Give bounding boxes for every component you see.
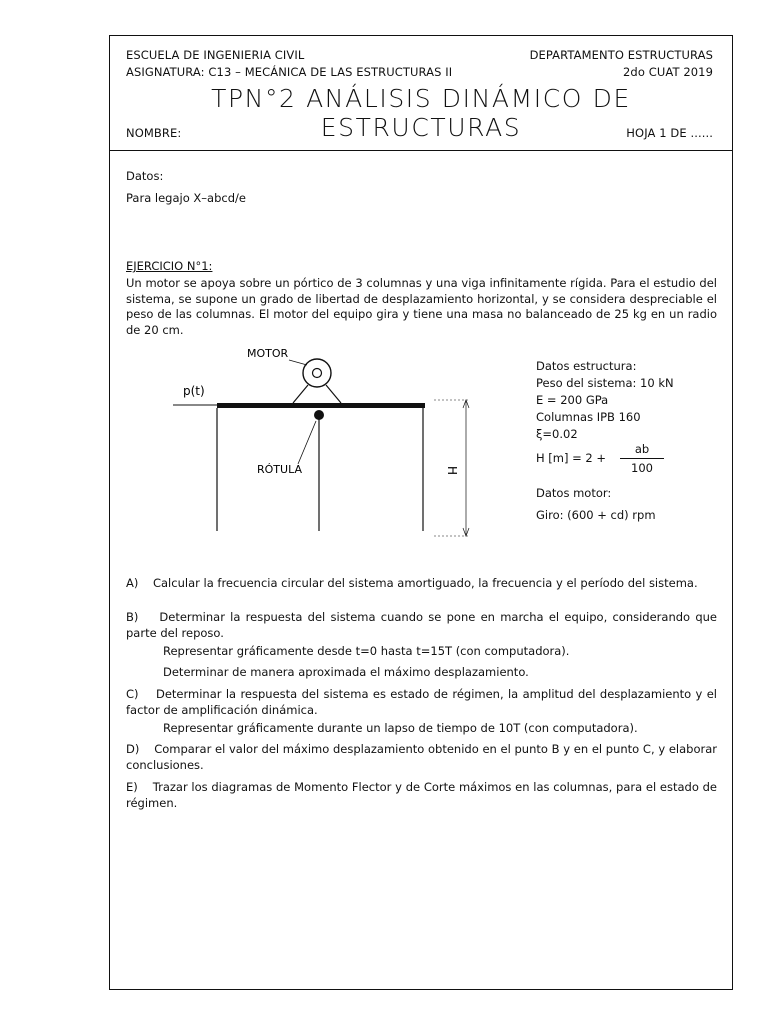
rigid-beam — [217, 403, 425, 408]
school-name: ESCUELA DE INGENIERIA CIVIL — [126, 48, 305, 62]
legajo-text: Para legajo X–abcd/e — [126, 191, 246, 205]
structure-data-heading: Datos estructura: — [536, 359, 637, 373]
hinge-icon — [314, 410, 324, 420]
subject-name: ASIGNATURA: C13 – MECÁNICA DE LAS ESTRUCTURAS II — [126, 65, 453, 79]
height-formula-numerator: ab — [634, 442, 650, 456]
exercise-intro: Un motor se apoya sobre un pórtico de 3 columnas y una viga infinitamente rígida. Para el estudio del sistema, se supone un grado de libertad de desplazamiento horizontal, y se considera despreciable el peso de las columnas. El motor del equipo gira y tiene una masa no balanceado de 25 kg en un radio de 20 cm. — [126, 276, 717, 337]
sheet-number: HOJA 1 DE ...... — [626, 126, 713, 140]
item-d — [126, 742, 717, 773]
item-d-text: Comparar el valor del máximo desplazamiento obtenido en el punto B y en el punto C, y elaborar conclusiones. — [126, 742, 717, 772]
load-label: p(t) — [183, 384, 205, 398]
height-dimension — [430, 396, 480, 546]
item-e-label: E) — [126, 780, 138, 794]
item-d-label: D) — [126, 742, 140, 756]
elastic-modulus: E = 200 GPa — [536, 393, 609, 407]
item-e — [126, 780, 717, 811]
exercise-heading: EJERCICIO N°1: — [126, 259, 213, 273]
item-e-text: Trazar los diagramas de Momento Flector y de Corte máximos en las columnas, para el estado de régimen. — [126, 780, 717, 810]
damping-ratio: ξ=0.02 — [536, 427, 578, 441]
item-a-text: Calcular la frecuencia circular del sistema amortiguado, la frecuencia y el período del sistema. — [152, 576, 698, 590]
page-title: TPN°2 ANÁLISIS DINÁMICO DE ESTRUCTURAS — [211, 84, 631, 142]
item-c-text: Determinar la respuesta del sistema es estado de régimen, la amplitud del desplazamiento y el factor de amplificación dinámica. — [126, 687, 717, 717]
item-b-label: B) — [126, 610, 139, 624]
item-b-text: Determinar la respuesta del sistema cuando se pone en marcha el equipo, considerando que parte del reposo. — [126, 610, 718, 640]
name-label: NOMBRE: — [126, 126, 182, 140]
hinge-label: RÓTULA — [257, 463, 302, 476]
system-weight: Peso del sistema: 10 kN — [536, 376, 674, 390]
fraction-bar — [620, 458, 664, 459]
motor-speed: Giro: (600 + cd) rpm — [536, 508, 656, 522]
item-c-label: C) — [126, 687, 139, 701]
item-a-label: A) — [126, 576, 139, 590]
column-profile: Columnas IPB 160 — [536, 410, 641, 424]
term: 2do CUAT 2019 — [623, 65, 713, 79]
item-b-sub1: Representar gráficamente desde t=0 hasta t=15T (con computadora). — [163, 644, 570, 658]
height-formula: H [m] = 2 + — [536, 451, 607, 465]
department-name: DEPARTAMENTO ESTRUCTURAS — [529, 48, 713, 62]
sheet-header — [110, 36, 732, 151]
height-label: H — [445, 466, 459, 476]
item-b — [126, 610, 717, 641]
item-c-sub1: Representar gráficamente durante un lapso de tiempo de 10T (con computadora). — [163, 721, 638, 735]
datos-heading: Datos: — [126, 169, 164, 183]
item-a — [126, 576, 717, 592]
motor-label: MOTOR — [247, 347, 289, 360]
height-formula-denominator: 100 — [631, 461, 653, 475]
item-b-sub2: Determinar de manera aproximada el máximo desplazamiento. — [163, 665, 529, 679]
motor-data-heading: Datos motor: — [536, 486, 612, 500]
exercise-sheet — [109, 35, 733, 990]
item-c — [126, 687, 717, 718]
motor-icon — [303, 359, 331, 387]
